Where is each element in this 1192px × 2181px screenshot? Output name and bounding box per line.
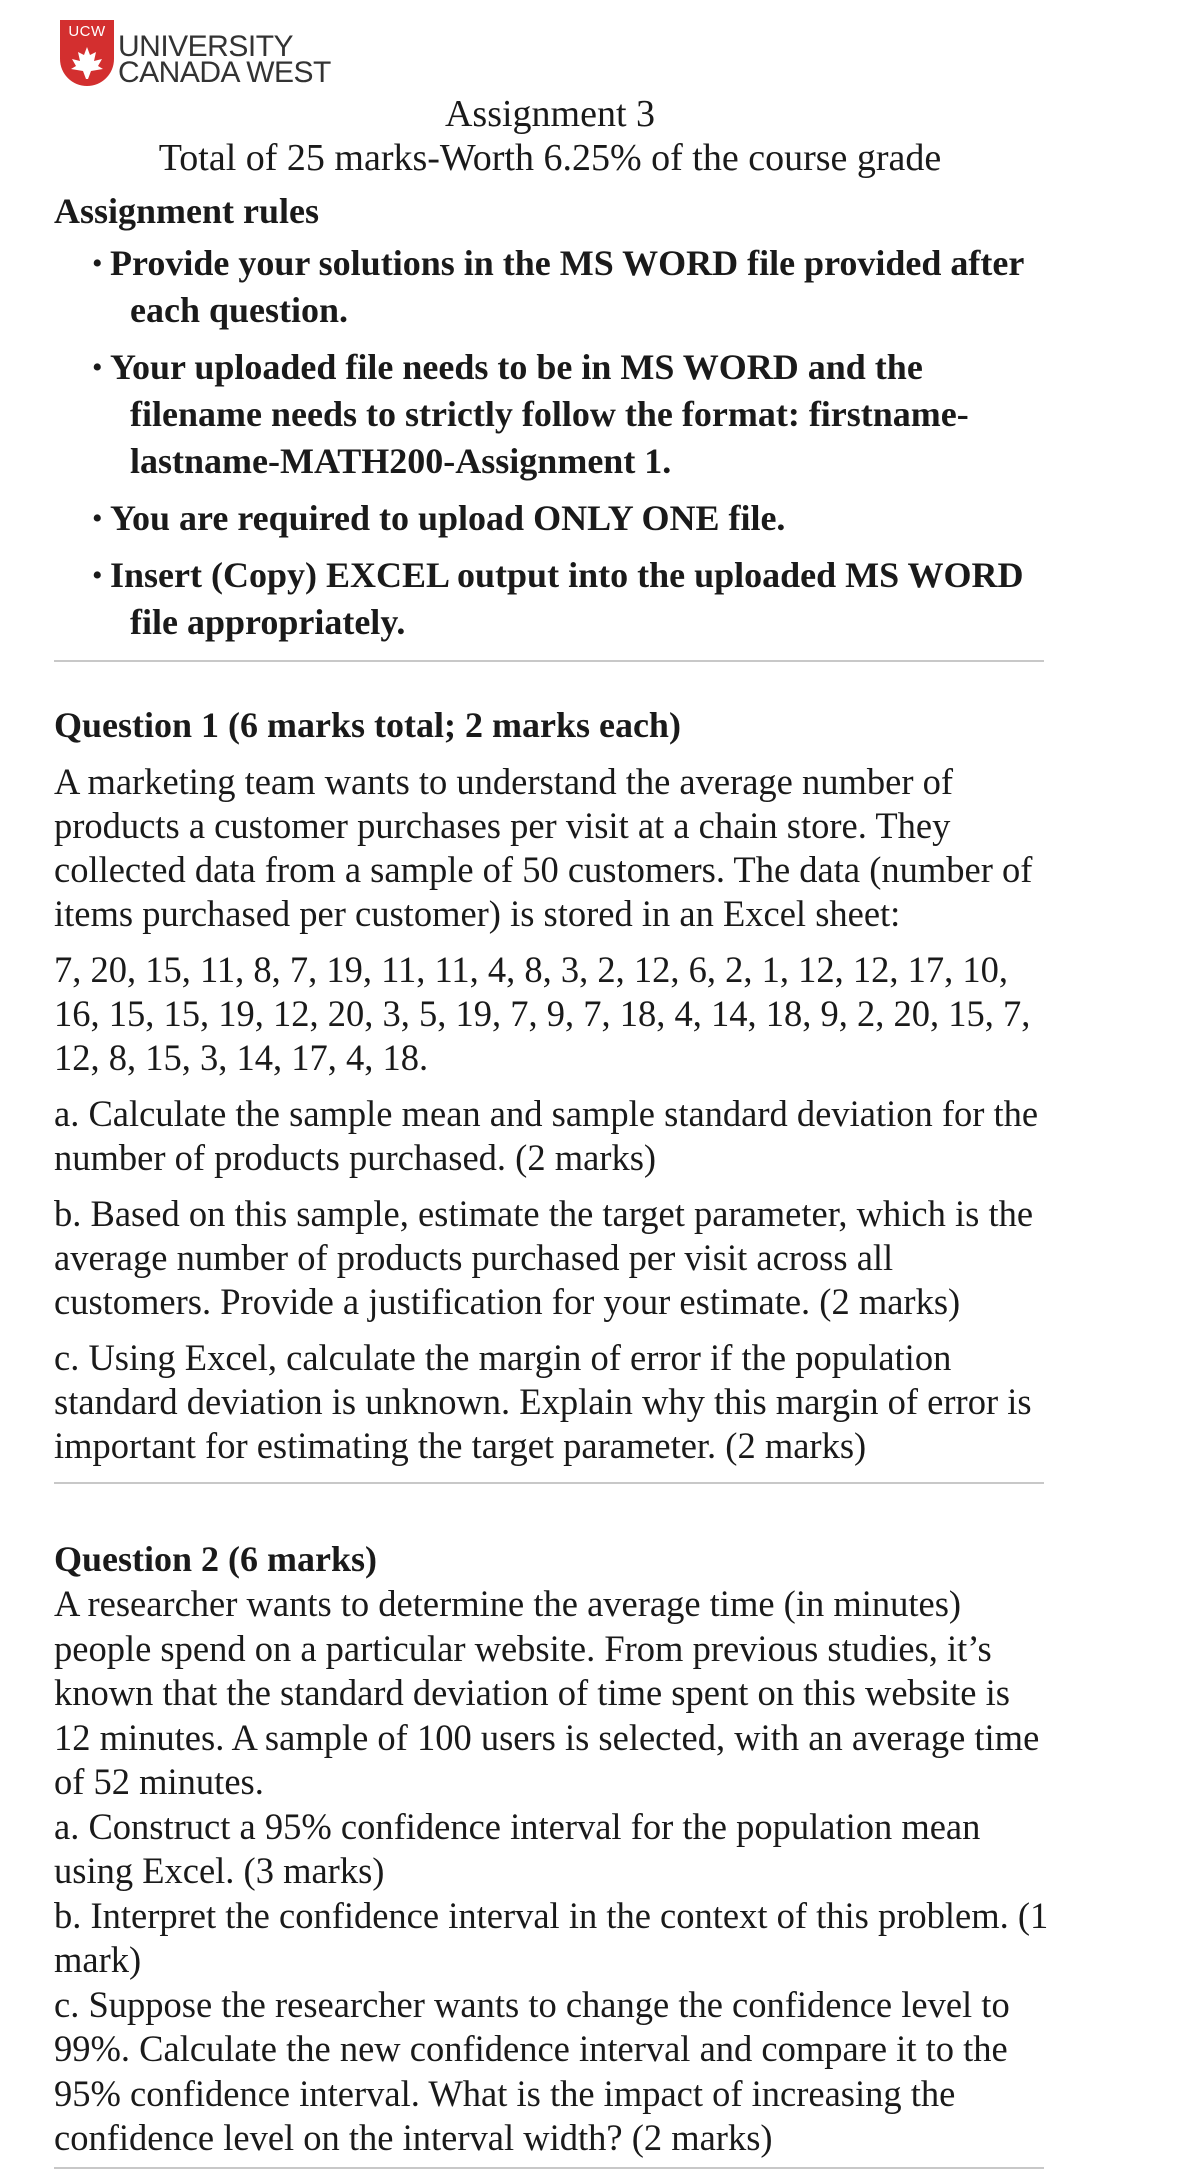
logo-line-1: UNIVERSITY: [118, 30, 294, 63]
question-1-data: 7, 20, 15, 11, 8, 7, 19, 11, 11, 4, 8, 3, 2, 12, 6, 2, 1, 12, 12, 17, 10, 16, 15, 15, 19, 12, 20, 3, 5, 19, 7, 9, 7, 18, 4, 14, 18, 9, 2, 20, 15, 7, 12, 8, 15, 3, 14, 17, 4, 18.: [54, 949, 1031, 1078]
rule-item: • Insert (Copy) EXCEL output into the uploaded MS WORD file appropriately.: [54, 552, 1050, 646]
section-divider: [54, 660, 1044, 662]
bullet-icon: •: [92, 351, 103, 384]
document-body: [54, 188, 1050, 2169]
question-2-part-b: b. Interpret the confidence interval in the context of this problem. (1 mark): [54, 1894, 1049, 1980]
bullet-icon: •: [92, 559, 103, 592]
question-2-heading: Question 2 (6 marks): [54, 1539, 377, 1579]
assignment-rules: [54, 188, 1050, 646]
question-2: [54, 1536, 1050, 2161]
question-1-intro: A marketing team wants to understand the average number of products a customer purchases per visit at a chain store. They collected data from a sample of 50 customers. The data (number of items purchased per customer) is stored in an Excel sheet:: [54, 761, 1033, 934]
bullet-icon: •: [92, 247, 103, 280]
rule-item: • You are required to upload ONLY ONE file.: [54, 495, 1050, 542]
section-divider: [54, 2167, 1044, 2169]
section-divider: [54, 1482, 1044, 1484]
question-2-intro: A researcher wants to determine the average time (in minutes) people spend on a particular website. From previous studies, it’s known that the standard deviation of time spent on this website is 12 minutes. A sample of 100 users is selected, with an average time of 52 minutes.: [54, 1583, 1040, 1802]
question-1-heading: Question 1 (6 marks total; 2 marks each): [54, 705, 681, 745]
question-1-part-c: c. Using Excel, calculate the margin of error if the population standard deviation is unknown. Explain why this margin of error is important for estimating the target parameter. (2 marks): [54, 1337, 1032, 1466]
logo-abbreviation: UCW: [68, 23, 106, 40]
assignment-subtitle: Total of 25 marks-Worth 6.25% of the course grade: [158, 137, 942, 179]
question-1-part-b: b. Based on this sample, estimate the target parameter, which is the average number of products purchased per visit across all customers. Provide a justification for your estimate. (2 marks): [54, 1193, 1034, 1322]
assignment-title: Assignment 3: [444, 93, 656, 135]
bullet-icon: •: [92, 502, 103, 535]
ucw-shield-icon: [60, 20, 114, 86]
question-2-part-a: a. Construct a 95% confidence interval for the population mean using Excel. (3 marks): [54, 1805, 981, 1891]
rules-heading: Assignment rules: [54, 191, 320, 231]
rule-item: • Your uploaded file needs to be in MS WORD and the filename needs to strictly follow the format: firstname-lastname-MATH200-Assignment 1.: [54, 344, 1050, 485]
rule-item: • Provide your solutions in the MS WORD file provided after each question.: [54, 240, 1050, 334]
question-1-part-a: a. Calculate the sample mean and sample standard deviation for the number of products purchased. (2 marks): [54, 1093, 1039, 1178]
logo-wordmark: [118, 30, 331, 89]
maple-leaf-icon: [70, 46, 104, 80]
logo-line-2: CANADA WEST: [118, 56, 331, 89]
question-1: [54, 702, 1050, 1468]
university-logo: [60, 20, 360, 88]
question-2-part-c: c. Suppose the researcher wants to change the confidence level to 99%. Calculate the new confidence interval and compare it to the 95% confidence interval. What is the impact of increasing the confidence level on the interval width? (2 marks): [54, 1983, 1010, 2158]
rules-list: [54, 240, 1050, 646]
